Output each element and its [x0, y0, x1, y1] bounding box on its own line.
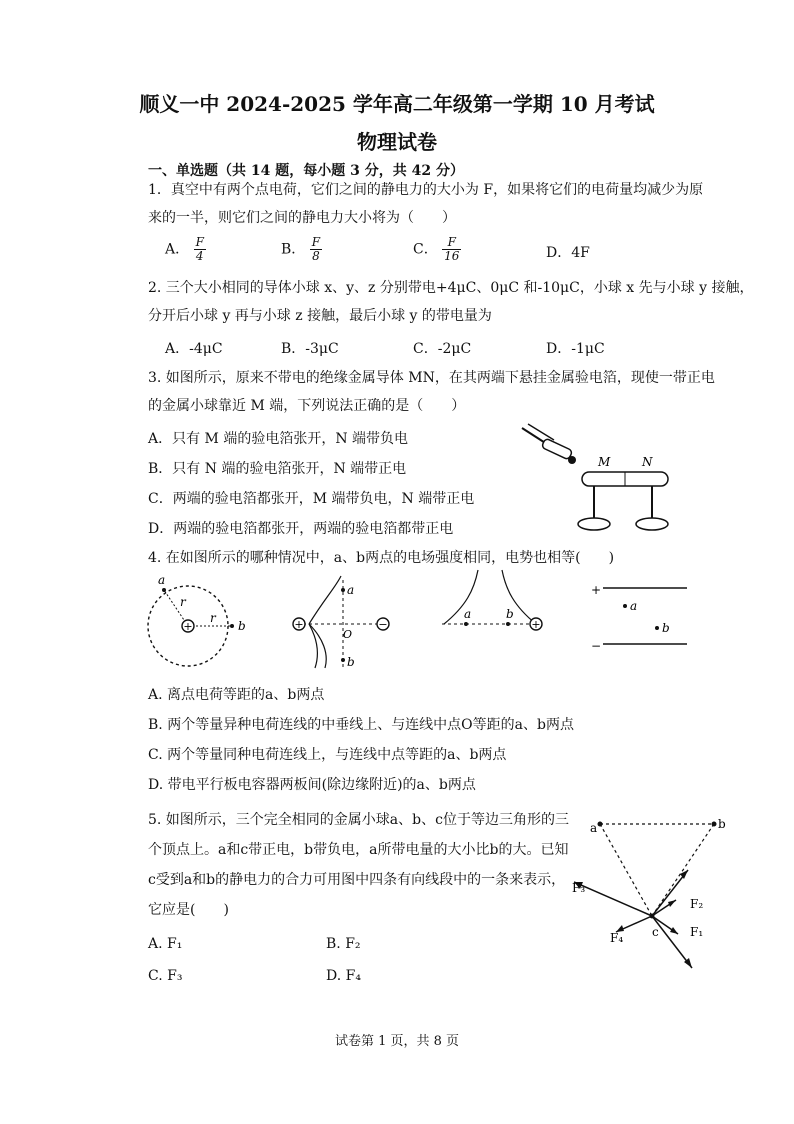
- q4-figure-b: [285, 568, 395, 676]
- q5-figure: [566, 812, 736, 984]
- q5-option-b[interactable]: B. F₂: [326, 936, 361, 952]
- svg-text:+: +: [294, 618, 304, 631]
- svg-text:r: r: [210, 611, 216, 625]
- svg-text:a: a: [347, 583, 355, 597]
- svg-text:c: c: [652, 925, 659, 939]
- svg-text:F₂: F₂: [690, 897, 704, 911]
- page-footer: 试卷第 1 页，共 8 页: [334, 1034, 460, 1049]
- q1-option-c-label: C．: [413, 241, 438, 258]
- svg-text:F₄: F₄: [610, 931, 624, 945]
- q4-option-c[interactable]: C. 两个等量同种电荷连线上，与连线中点等距的a、b两点: [148, 747, 507, 763]
- q3-stem-line2: 的金属小球靠近 M 端，下列说法正确的是（ ）: [148, 398, 466, 414]
- q2-option-a[interactable]: A．-4μC: [165, 341, 223, 357]
- q1-option-a-fraction: $\frac{F}{4}$: [195, 235, 204, 263]
- svg-text:a: a: [464, 607, 472, 621]
- svg-text:O: O: [343, 628, 353, 641]
- svg-text:b: b: [347, 655, 355, 669]
- base-left: [578, 518, 610, 530]
- svg-text:−: −: [378, 618, 388, 631]
- svg-text:r: r: [180, 595, 186, 609]
- q5-option-d[interactable]: D. F₄: [326, 968, 361, 984]
- q1-option-c[interactable]: [413, 236, 461, 263]
- section-title: 一、单选题（共 14 题，每小题 3 分，共 42 分）: [148, 163, 464, 179]
- q1-stem-line2: 来的一半，则它们之间的静电力大小将为（ ）: [148, 210, 456, 226]
- q4-figure-d: [585, 580, 695, 656]
- q1-option-b-fraction: $\frac{F}{8}$: [311, 235, 321, 263]
- label-m: M: [598, 455, 611, 469]
- q4-figure-a: [140, 568, 250, 676]
- q2-stem-line2: 分开后小球 y 再与小球 z 接触，最后小球 y 的带电量为: [148, 308, 492, 324]
- svg-text:a: a: [630, 599, 638, 613]
- svg-text:−: −: [591, 639, 602, 653]
- q2-option-d[interactable]: D．-1μC: [546, 341, 605, 357]
- exam-subtitle: 物理试卷: [357, 130, 437, 154]
- q4-option-b[interactable]: B. 两个等量异种电荷连线的中垂线上、与连线中点O等距的a、b两点: [148, 717, 574, 733]
- label-n: N: [642, 455, 653, 469]
- q1-option-c-fraction: $\frac{F}{16}$: [444, 235, 460, 263]
- q4-option-a[interactable]: A. 离点电荷等距的a、b两点: [148, 687, 325, 703]
- svg-text:b: b: [718, 817, 726, 831]
- svg-text:b: b: [662, 621, 670, 635]
- svg-text:F₃: F₃: [572, 881, 586, 895]
- svg-text:a: a: [158, 573, 166, 587]
- q1-option-a[interactable]: [165, 236, 206, 263]
- q1-stem-line1: 1．真空中有两个点电荷，它们之间的静电力的大小为 F，如果将它们的电荷量均减少为原: [148, 182, 704, 198]
- q2-option-b[interactable]: B．-3μC: [281, 341, 339, 357]
- q2-stem-line1: 2. 三个大小相同的导体小球 x、y、z 分别带电+4μC、0μC 和-10μC，小球 x 先与小球 y 接触，: [148, 280, 754, 296]
- q5-stem-line3: c受到a和b的静电力的合力可用图中四条有向线段中的一条来表示，: [148, 872, 566, 888]
- svg-text:+: +: [531, 618, 541, 631]
- svg-text:b: b: [238, 619, 246, 633]
- q4-option-d[interactable]: D. 带电平行板电容器两板间(除边缘附近)的a、b两点: [148, 777, 476, 793]
- q3-option-b[interactable]: B．只有 N 端的验电箔张开，N 端带正电: [148, 461, 407, 477]
- q1-option-b-label: B．: [281, 241, 306, 258]
- q4-figure-c: [430, 562, 550, 662]
- svg-text:F₁: F₁: [690, 925, 704, 939]
- q4-stem: 4. 在如图所示的哪种情况中，a、b两点的电场强度相同，电势也相等( ): [148, 550, 615, 566]
- svg-text:b: b: [506, 607, 514, 621]
- q5-option-a[interactable]: A. F₁: [148, 936, 183, 952]
- q3-option-d[interactable]: D．两端的验电箔都张开，两端的验电箔都带正电: [148, 521, 454, 537]
- q2-option-c[interactable]: C．-2μC: [413, 341, 472, 357]
- q3-figure: [510, 420, 680, 540]
- q5-option-c[interactable]: C. F₃: [148, 968, 183, 984]
- q3-option-c[interactable]: C．两端的验电箔都张开，M 端带负电，N 端带正电: [148, 491, 475, 507]
- svg-text:a: a: [590, 821, 598, 835]
- q1-option-a-label: A．: [165, 241, 190, 258]
- q3-stem-line1: 3. 如图所示，原来不带电的绝缘金属导体 MN，在其两端下悬挂金属验电箔，现使一带正电: [148, 370, 715, 386]
- q1-option-b[interactable]: [281, 236, 322, 263]
- svg-text:+: +: [591, 583, 602, 597]
- charged-ball-rod-icon: [522, 424, 576, 464]
- exam-title: 顺义一中 2024-2025 学年高二年级第一学期 10 月考试: [139, 92, 655, 116]
- svg-text:+: +: [183, 620, 193, 633]
- q5-stem-line4: 它应是( ): [148, 902, 229, 918]
- q1-option-d[interactable]: D．4F: [546, 245, 590, 261]
- base-right: [636, 518, 668, 530]
- q5-stem-line2: 个顶点上。a和c带正电，b带负电，a所带电量的大小比b的大。已知: [148, 842, 569, 858]
- q5-stem-line1: 5. 如图所示，三个完全相同的金属小球a、b、c位于等边三角形的三: [148, 812, 569, 828]
- q3-option-a[interactable]: A．只有 M 端的验电箔张开，N 端带负电: [148, 431, 409, 447]
